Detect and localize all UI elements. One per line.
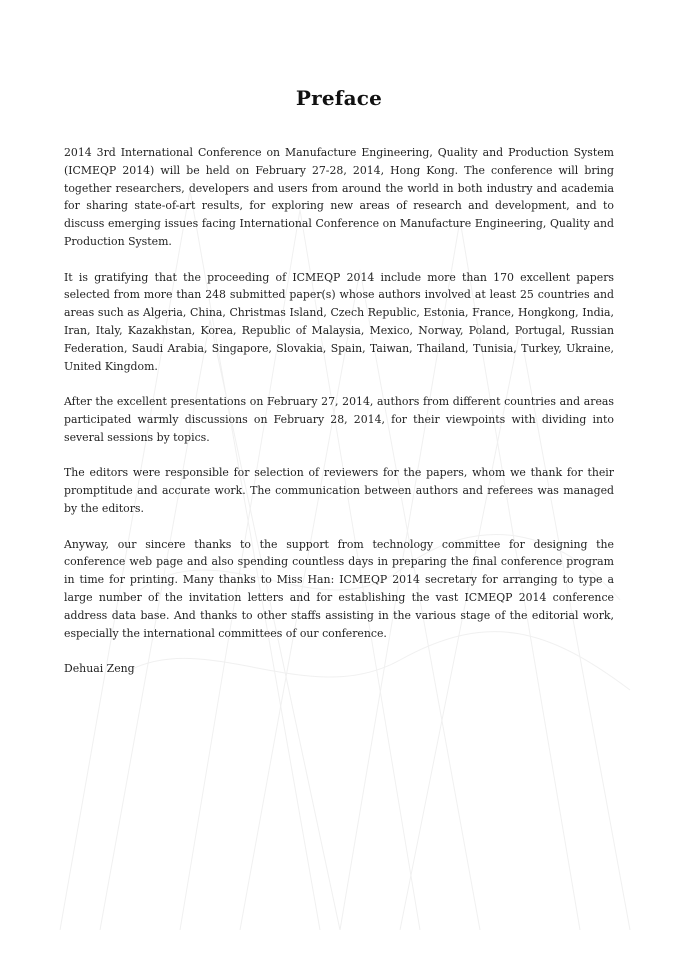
author-signature: Dehuai Zeng xyxy=(64,662,135,676)
paragraph-1: 2014 3rd International Conference on Manufacture Engineering, Quality and Production System (ICMEQP 2014) will be held on February 27-28, 2014, Hong Kong. The conference will bring together researchers, developers and users from around the world in both industry and academia for sharing state-of-art results, for exploring new areas of research and development, and to discuss emerging issues facing International Conference on Manufacture Engineering, Quality and Production System. xyxy=(64,146,614,248)
paragraph-4: The editors were responsible for selection of reviewers for the papers, whom we thank for their promptitude and accurate work. The communication between authors and referees was managed by the editors. xyxy=(64,466,614,515)
paragraph-2: It is gratifying that the proceeding of ICMEQP 2014 include more than 170 excellent papers selected from more than 248 submitted paper(s) whose authors involved at least 25 countries and areas such as Algeria, China, Christmas Island, Czech Republic, Estonia, France, Hongkong, India, Iran, Italy, Kazakhstan, Korea, Republic of Malaysia, Mexico, Norway, Poland, Portugal, Russian Federation, Saudi Arabia, Singapore, Slovakia, Spain, Taiwan, Thailand, Tunisia, Turkey, Ukraine, United Kingdom. xyxy=(64,270,614,373)
page-title: Preface xyxy=(295,86,383,110)
paragraph-3: After the excellent presentations on February 27, 2014, authors from different countries and areas participated warmly discussions on February 28, 2014, for their viewpoints with dividing into several sessions by topics. xyxy=(64,395,614,444)
paragraph-5: Anyway, our sincere thanks to the support from technology committee for designing the conference web page and also spending countless days in preparing the final conference program in time for printing. Many thanks to Miss Han: ICMEQP 2014 secretary for arranging to type a large number of the invitation letters and for establishing the vast ICMEQP 2014 conference address data base. And thanks to other staffs assisting in the various stage of the editorial work, especially the international committees of our conference. xyxy=(64,537,614,640)
preface-body xyxy=(64,144,614,696)
